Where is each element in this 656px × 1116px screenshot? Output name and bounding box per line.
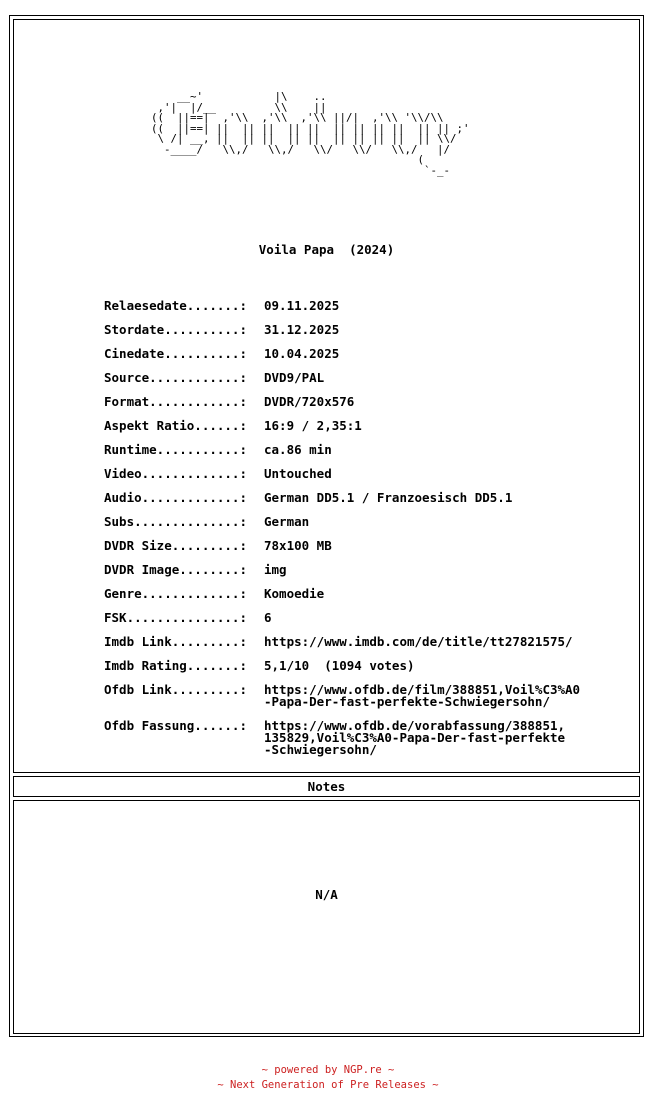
- notes-panel: [13, 800, 640, 1034]
- info-row: [104, 720, 634, 756]
- notes-content: N/A: [315, 887, 338, 902]
- info-row: [104, 324, 634, 336]
- info-value: DVDR/720x576: [264, 394, 355, 409]
- info-value: https://www.ofdb.de/film/388851,Voil%C3%A0 -Papa-Der-fast-perfekte-Schwiegersohn/: [264, 682, 581, 709]
- info-row: [104, 420, 634, 432]
- info-row: [104, 540, 634, 552]
- info-key: DVDR Size.........:: [104, 538, 247, 553]
- info-value: Untouched: [264, 466, 332, 481]
- info-value: 5,1/10 (1094 votes): [264, 658, 415, 673]
- info-key: DVDR Image........:: [104, 562, 247, 577]
- info-value: ca.86 min: [264, 442, 332, 457]
- info-row: [104, 660, 634, 672]
- info-row: [104, 588, 634, 600]
- info-key: Relaesedate.......:: [104, 298, 247, 313]
- info-key: Stordate..........:: [104, 322, 247, 337]
- info-key: Source............:: [104, 370, 247, 385]
- info-key: Subs..............:: [104, 514, 247, 529]
- info-row: [104, 516, 634, 528]
- info-row: [104, 396, 634, 408]
- info-value: img: [264, 562, 287, 577]
- nfo-frame: [9, 15, 644, 1037]
- goodboy-ascii-logo: __~' |\ .. ,'| |/__ \\ || (( ||==| ,'\\ ,'\\ ,'\\ ||/| ,'\\ '\\/\\ (( ||==| || || || || || || || || || || || ;' \ /| __, || || || || || || || || || || \\/ -____/ \\,/ \\,/ \\/ \\/ \\,/ |/ ( `-_-: [151, 90, 470, 177]
- info-key: Ofdb Link.........:: [104, 682, 247, 697]
- info-key: Ofdb Fassung......:: [104, 718, 247, 733]
- info-row: [104, 612, 634, 624]
- footer-powered-by: ~ powered by NGP.re ~: [261, 1064, 395, 1076]
- info-row: [104, 444, 634, 456]
- info-key: Aspekt Ratio......:: [104, 418, 247, 433]
- info-key: Genre.............:: [104, 586, 247, 601]
- notes-header-panel: [13, 776, 640, 797]
- info-value: 6: [264, 610, 272, 625]
- info-value: 31.12.2025: [264, 322, 340, 337]
- info-value: 10.04.2025: [264, 346, 340, 361]
- info-row: [104, 564, 634, 576]
- info-value: 16:9 / 2,35:1: [264, 418, 362, 433]
- info-row: [104, 684, 634, 708]
- info-value: German: [264, 514, 310, 529]
- footer-tagline: ~ Next Generation of Pre Releases ~: [217, 1079, 439, 1091]
- info-key: FSK...............:: [104, 610, 247, 625]
- release-title: Voila Papa (2024): [258, 242, 395, 257]
- info-value: German DD5.1 / Franzoesisch DD5.1: [264, 490, 513, 505]
- info-key: Imdb Link.........:: [104, 634, 247, 649]
- notes-heading: Notes: [307, 779, 346, 794]
- release-info-panel: [13, 19, 640, 773]
- info-key: Audio.............:: [104, 490, 247, 505]
- info-row: [104, 348, 634, 360]
- info-row: [104, 468, 634, 480]
- info-key: Imdb Rating.......:: [104, 658, 247, 673]
- info-key: Cinedate..........:: [104, 346, 247, 361]
- info-value: https://www.ofdb.de/vorabfassung/388851, 135829,Voil%C3%A0-Papa-Der-fast-perfekte -Schwiegersohn/: [264, 718, 566, 757]
- info-value: https://www.imdb.com/de/title/tt27821575/: [264, 634, 573, 649]
- info-value: DVD9/PAL: [264, 370, 325, 385]
- info-row: [104, 300, 634, 312]
- info-row: [104, 492, 634, 504]
- info-key: Video.............:: [104, 466, 247, 481]
- info-list: [104, 300, 634, 768]
- info-row: [104, 372, 634, 384]
- info-value: Komoedie: [264, 586, 325, 601]
- info-key: Runtime...........:: [104, 442, 247, 457]
- info-row: [104, 636, 634, 648]
- info-key: Format............:: [104, 394, 247, 409]
- info-value: 09.11.2025: [264, 298, 340, 313]
- info-value: 78x100 MB: [264, 538, 332, 553]
